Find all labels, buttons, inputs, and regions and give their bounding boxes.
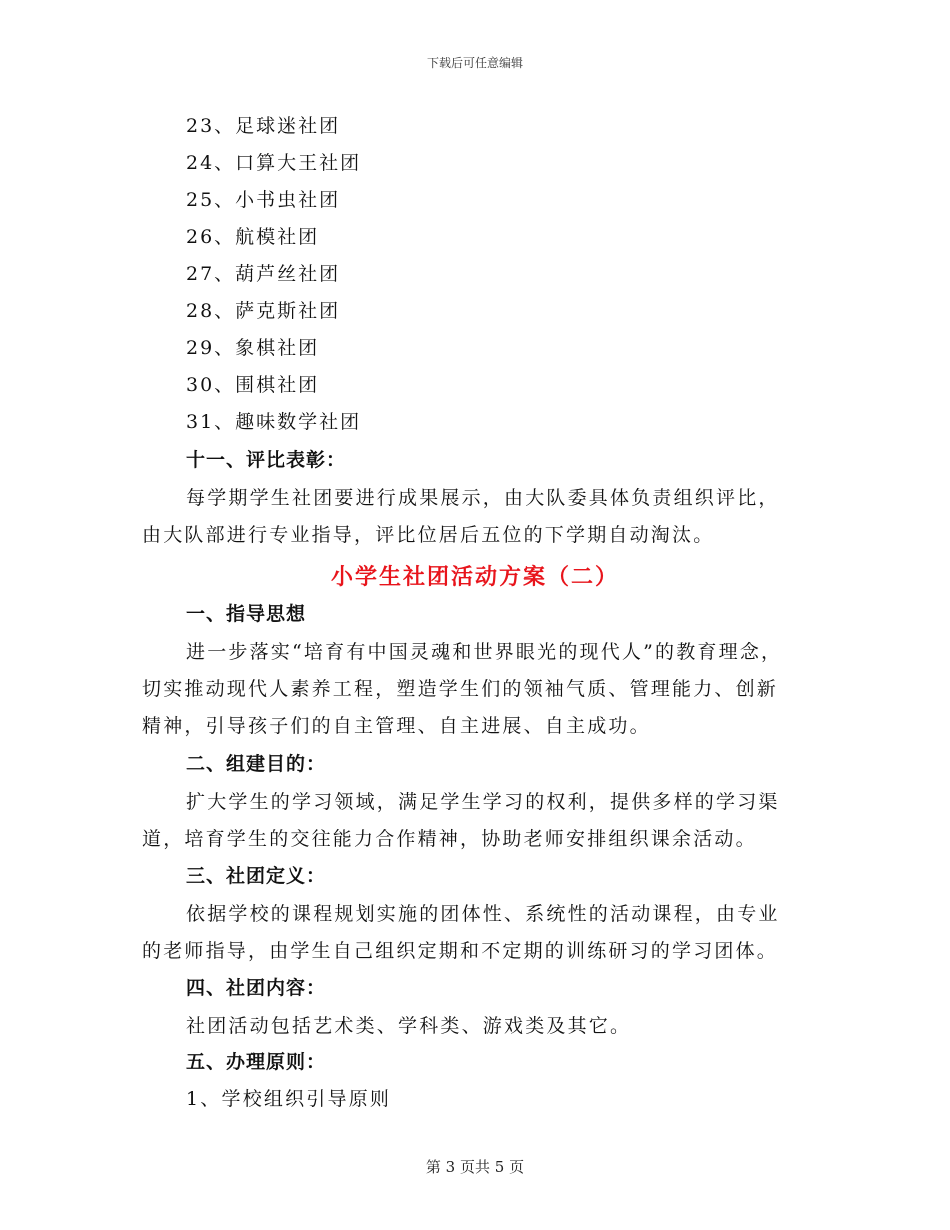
paragraph-line: 道，培育学生的交往能力合作精神，协助老师安排组织课余活动。: [142, 828, 757, 850]
paragraph-line: 1、学校组织引导原则: [186, 1088, 392, 1110]
page-footer: 第 3 页共 5 页: [425, 1158, 525, 1176]
section-heading-definition: 三、社团定义：: [186, 865, 327, 887]
section-heading-awards: 十一、评比表彰：: [186, 449, 347, 471]
list-item: 26、航模社团: [186, 226, 320, 248]
list-item: 24、口算大王社团: [186, 152, 362, 174]
paragraph-line: 精神，引导孩子们的自主管理、自主进展、自主成功。: [142, 715, 651, 737]
list-item: 30、围棋社团: [186, 374, 320, 396]
section-heading-content: 四、社团内容：: [186, 977, 327, 999]
paragraph-line: 的老师指导，由学生自己组织定期和不定期的训练研习的学习团体。: [142, 940, 779, 962]
list-item: 31、趣味数学社团: [186, 411, 362, 433]
paragraph-line: 社团活动包括艺术类、学科类、游戏类及其它。: [186, 1015, 632, 1037]
list-item: 23、足球迷社团: [186, 115, 341, 137]
section-heading-principles: 五、办理原则：: [186, 1051, 327, 1073]
list-item: 25、小书虫社团: [186, 189, 341, 211]
page-header: 下载后可任意编辑: [426, 56, 523, 70]
paragraph-line: 切实推动现代人素养工程，塑造学生们的领袖气质、管理能力、创新: [142, 678, 779, 700]
paragraph-line: 扩大学生的学习领域，满足学生学习的权利，提供多样的学习渠: [186, 791, 780, 813]
list-item: 28、萨克斯社团: [186, 300, 341, 322]
section-heading-purpose: 二、组建目的：: [186, 753, 327, 775]
list-item: 27、葫芦丝社团: [186, 263, 341, 285]
paragraph-line: 进一步落实“培育有中国灵魂和世界眼光的现代人”的教育理念，: [186, 641, 783, 663]
paragraph-line: 由大队部进行专业指导，评比位居后五位的下学期自动淘汰。: [142, 524, 715, 546]
section-title: 小学生社团活动方案（二）: [330, 564, 619, 590]
paragraph-line: 每学期学生社团要进行成果展示，由大队委具体负责组织评比，: [186, 487, 780, 509]
paragraph-line: 依据学校的课程规划实施的团体性、系统性的活动课程，由专业: [186, 903, 780, 925]
list-item: 29、象棋社团: [186, 337, 320, 359]
section-heading-guiding-thought: 一、指导思想: [186, 603, 307, 625]
